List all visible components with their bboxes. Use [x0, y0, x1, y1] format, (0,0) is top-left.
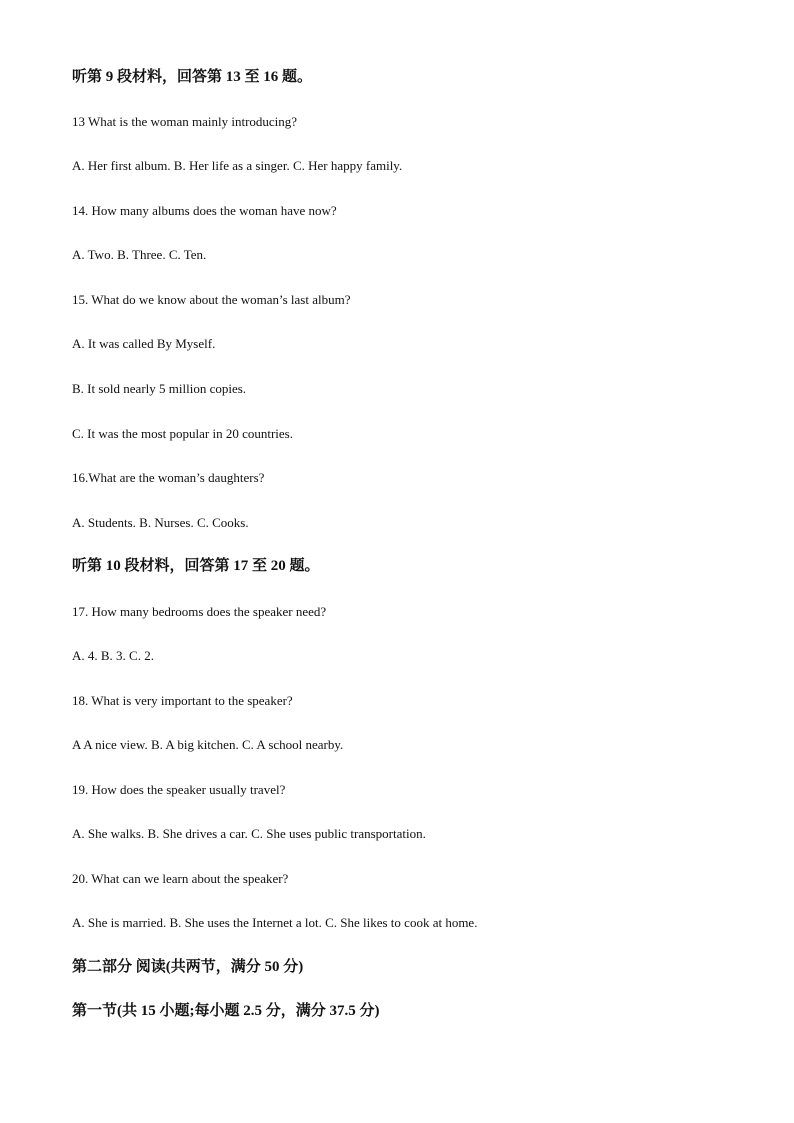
- question-13: 13 What is the woman mainly introducing?: [72, 114, 298, 129]
- section-heading-10: 听第 10 段材料，回答第 17 至 20 题。: [72, 558, 320, 574]
- option-15-a: A. It was called By Myself.: [72, 336, 216, 351]
- question-20: 20. What can we learn about the speaker?: [72, 871, 289, 886]
- options-16: A. Students. B. Nurses. C. Cooks.: [72, 515, 249, 530]
- question-18: 18. What is very important to the speaker?: [72, 693, 293, 708]
- question-19: 19. How does the speaker usually travel?: [72, 782, 286, 797]
- options-17: A. 4. B. 3. C. 2.: [72, 648, 154, 663]
- question-15: 15. What do we know about the woman’s last album?: [72, 292, 351, 307]
- options-19: A. She walks. B. She drives a car. C. She uses public transportation.: [72, 826, 426, 841]
- option-15-b: B. It sold nearly 5 million copies.: [72, 381, 247, 396]
- option-15-c: C. It was the most popular in 20 countries.: [72, 426, 293, 441]
- section-heading-9: 听第 9 段材料，回答第 13 至 16 题。: [72, 69, 313, 85]
- section-one-heading: 第一节(共 15 小题;每小题 2.5 分，满分 37.5 分): [72, 1003, 380, 1019]
- options-18: A A nice view. B. A big kitchen. C. A school nearby.: [72, 737, 344, 752]
- question-14: 14. How many albums does the woman have now?: [72, 203, 337, 218]
- options-14: A. Two. B. Three. C. Ten.: [72, 247, 207, 262]
- options-13: A. Her first album. B. Her life as a singer. C. Her happy family.: [72, 158, 403, 173]
- part-two-heading: 第二部分 阅读(共两节，满分 50 分): [72, 959, 304, 975]
- options-20: A. She is married. B. She uses the Internet a lot. C. She likes to cook at home.: [72, 915, 478, 930]
- question-17: 17. How many bedrooms does the speaker need?: [72, 604, 327, 619]
- question-16: 16.What are the woman’s daughters?: [72, 470, 265, 485]
